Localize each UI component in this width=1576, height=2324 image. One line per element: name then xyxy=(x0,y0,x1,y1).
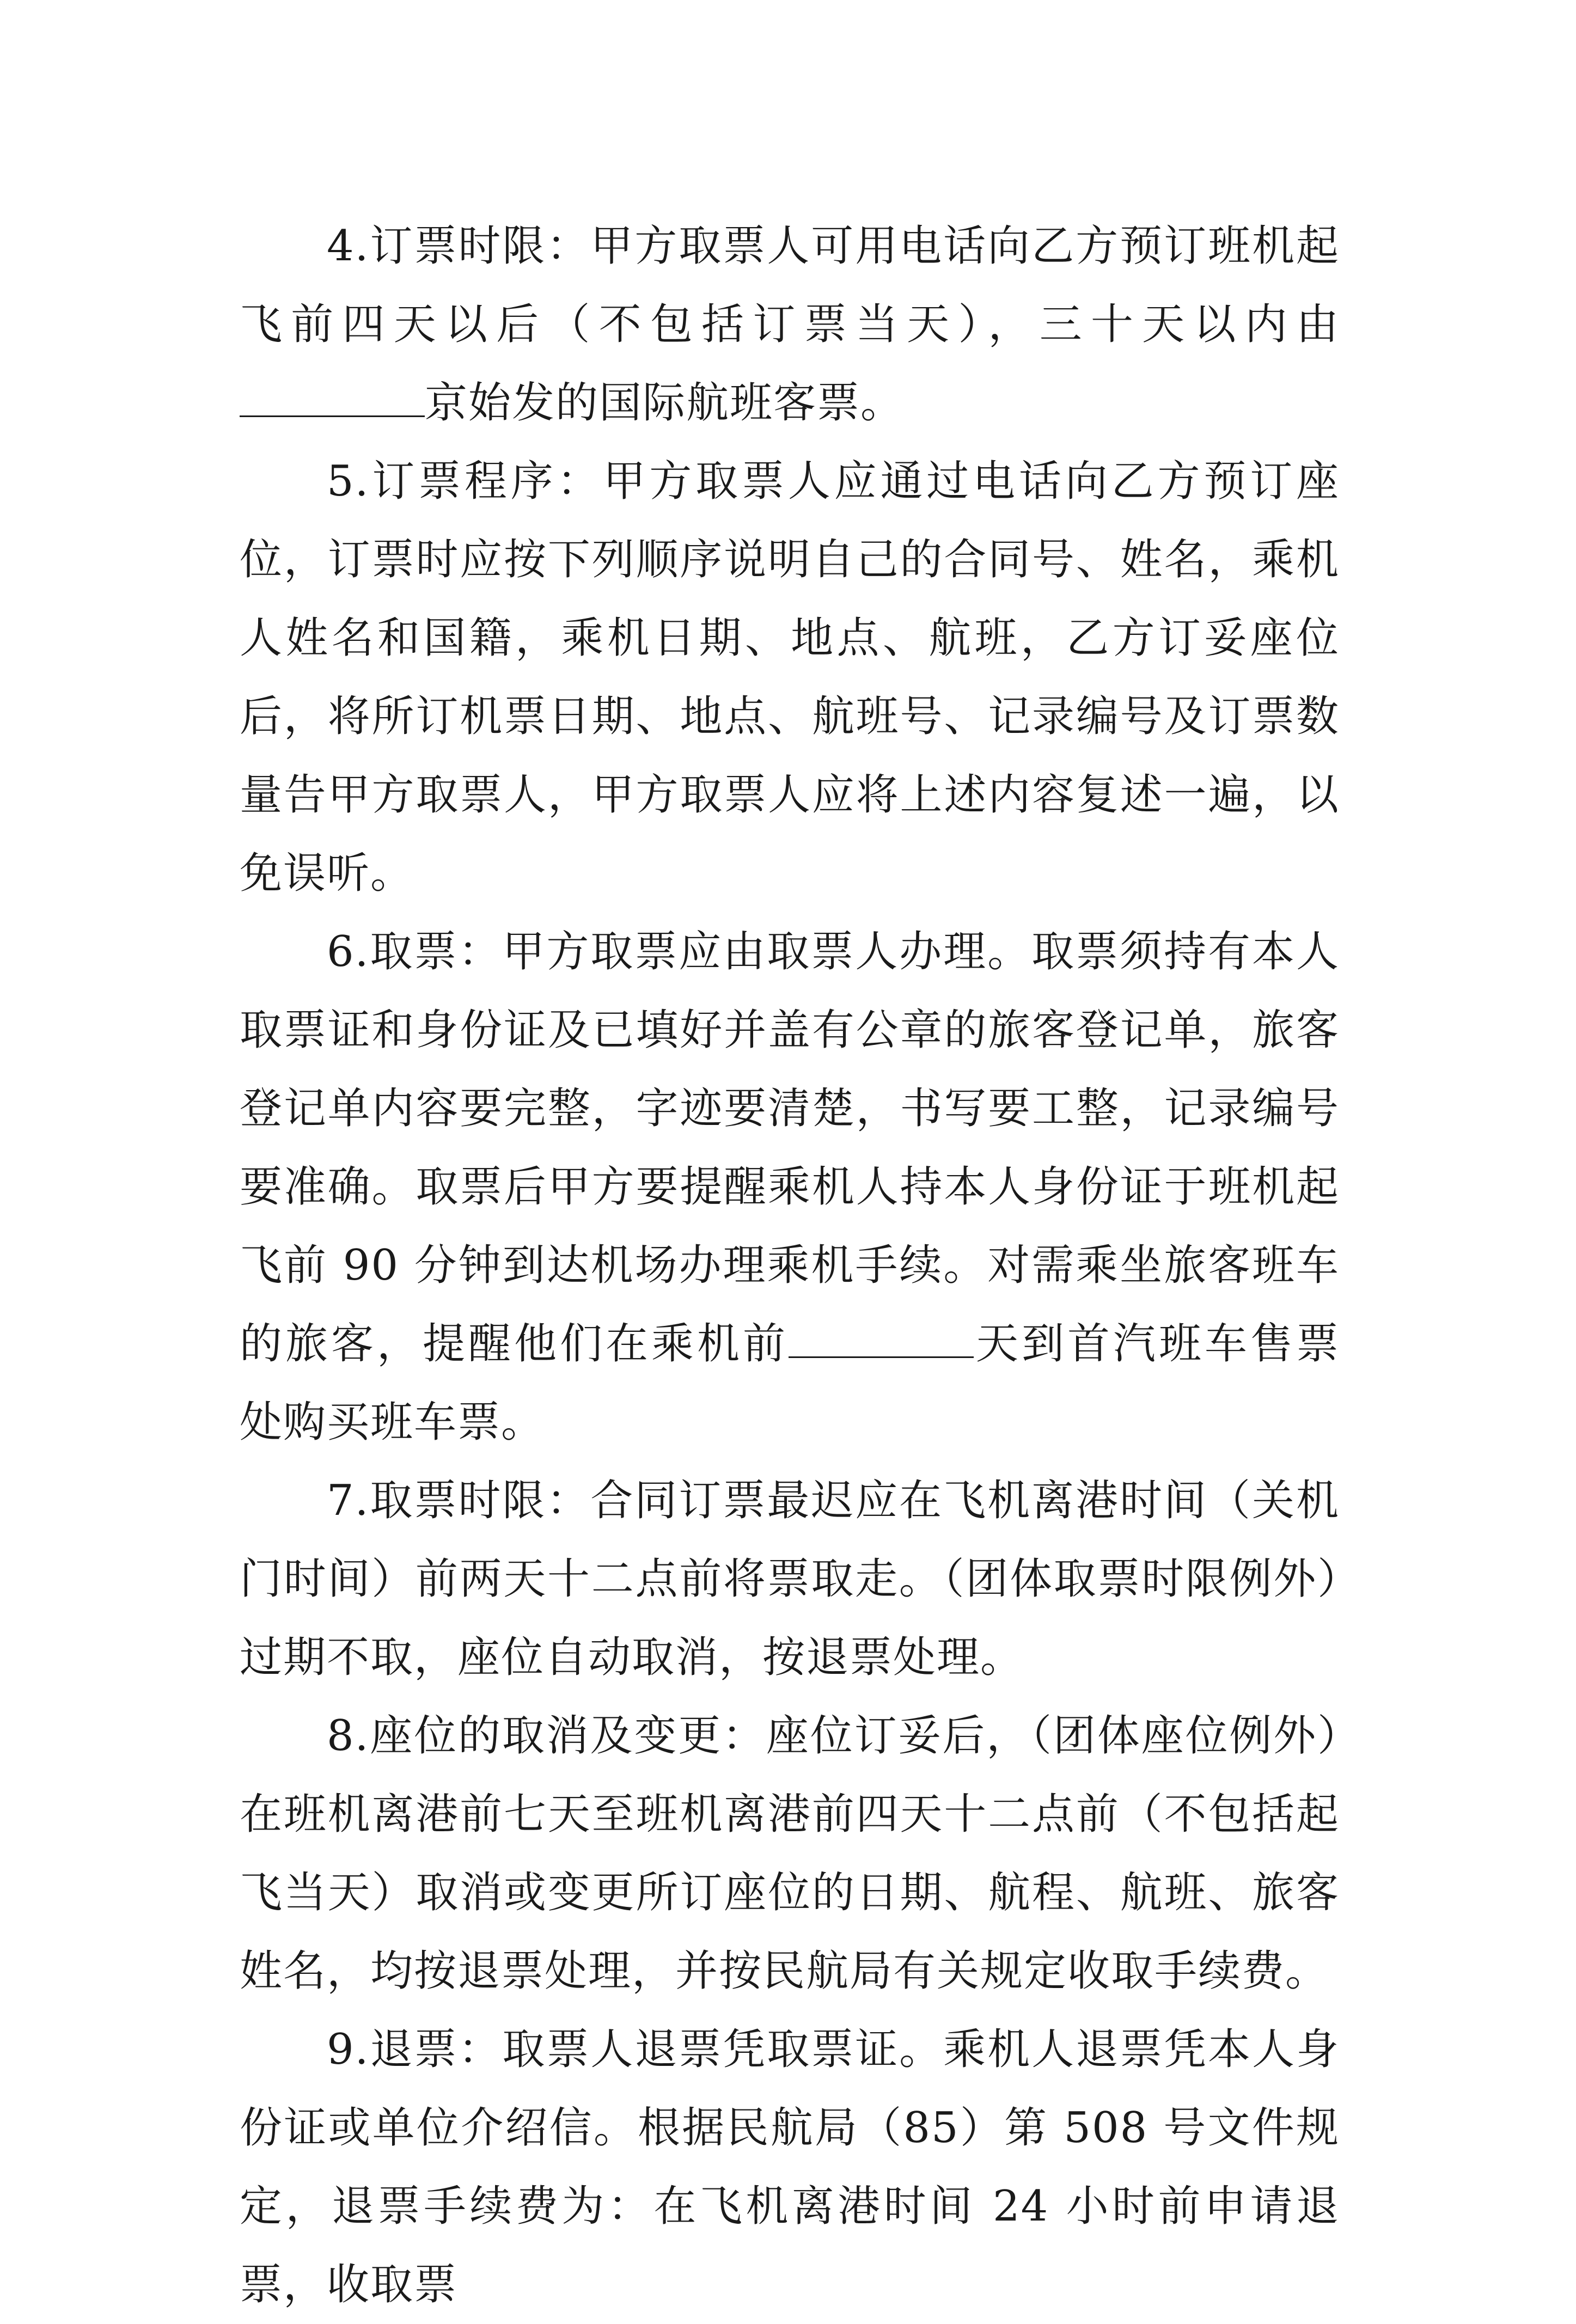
clause-text: 7.取票时限：合同订票最迟应在飞机离港时间（关机门时间）前两天十二点前将票取走。（团体取票时限例外）过期不取，座位自动取消，按退票处理。 xyxy=(240,1476,1340,1682)
clause-5 xyxy=(240,442,1340,913)
fill-in-blank[interactable] xyxy=(240,383,425,417)
contract-body xyxy=(240,207,1340,2324)
clause-9 xyxy=(240,2010,1340,2324)
clause-text: 6.取票：甲方取票应由取票人办理。取票须持有本人取票证和身份证及已填好并盖有公章的旅客登记单，旅客登记单内容要完整，字迹要清楚，书写要工整，记录编号要准确。取票后甲方要提醒乘机人持本人身份证于班机起飞前 90 分钟到达机场办理乘机手续。对需乘坐旅客班车的旅客，提醒他们在乘机前 xyxy=(240,927,1340,1368)
clause-7 xyxy=(240,1461,1340,1697)
clause-text: 京始发的国际航班客票。 xyxy=(425,378,905,427)
clause-4 xyxy=(240,207,1340,442)
clause-text: 9.退票：取票人退票凭取票证。乘机人退票凭本人身份证或单位介绍信。根据民航局（85）第 508 号文件规定，退票手续费为：在飞机离港时间 24 小时前申请退票，收取票 xyxy=(240,2025,1340,2309)
clause-text: 8.座位的取消及变更：座位订妥后，（团体座位例外）在班机离港前七天至班机离港前四天十二点前（不包括起飞当天）取消或变更所订座位的日期、航程、航班、旅客姓名，均按退票处理，并按民航局有关规定收取手续费。 xyxy=(240,1711,1340,1996)
clause-text: 天到首汽班车售票处购买班车票。 xyxy=(240,1319,1340,1447)
clause-6 xyxy=(240,913,1340,1461)
clause-8 xyxy=(240,1697,1340,2010)
fill-in-blank[interactable] xyxy=(789,1324,974,1358)
clause-text: 4.订票时限：甲方取票人可用电话向乙方预订班机起飞前四天以后（不包括订票当天），三十天以内由 xyxy=(240,222,1340,349)
clause-text: 5.订票程序：甲方取票人应通过电话向乙方预订座位，订票时应按下列顺序说明自己的合同号、姓名，乘机人姓名和国籍，乘机日期、地点、航班，乙方订妥座位后，将所订机票日期、地点、航班号、记录编号及订票数量告甲方取票人，甲方取票人应将上述内容复述一遍，以免误听。 xyxy=(240,457,1340,898)
